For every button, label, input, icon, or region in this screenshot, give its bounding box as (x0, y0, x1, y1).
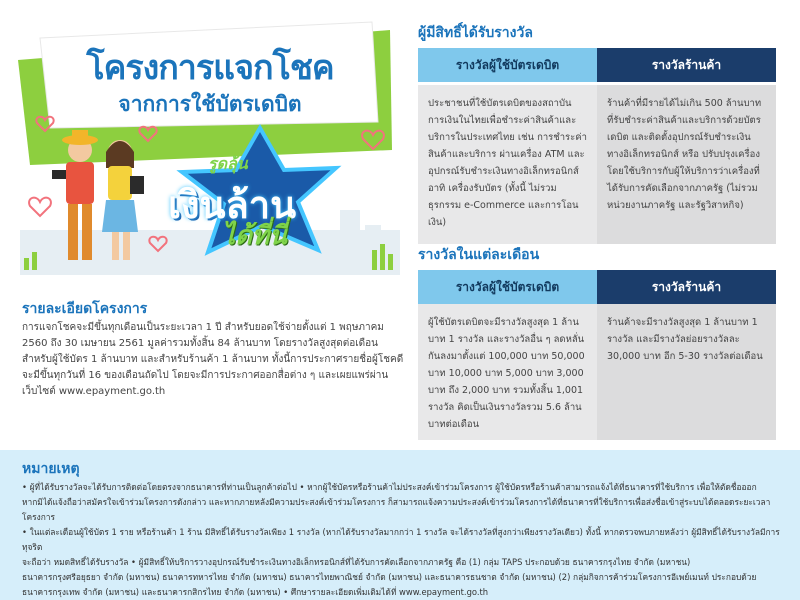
remarks-line: ธนาคารกรุงเทพ จำกัด (มหาชน) และธนาคารกสิกรไทย จำกัด (มหาชน) • ศึกษารายละเอียดเพิ่มเติมได้ที่ www.epayment.go.th (22, 587, 489, 597)
eligible-card-cell: ประชาชนที่ใช้บัตรเดบิตของสถาบันการเงินในไทยเพื่อชำระค่าสินค้าและบริการในประเทศไทย เช่น การชำระค่าสินค้าและบริการ ผ่านเครื่อง ATM และอุปกรณ์รับชำระเงินทางอิเล็กทรอนิกส์ อาทิ เครื่องรับบัตร (ทั้งนี้ ไม่รวมธุรกรรม e-Commerce และการโอนเงิน) (418, 85, 597, 244)
remarks-body (22, 480, 782, 600)
monthly-shop-cell: ร้านค้าจะมีรางวัลสูงสุด 1 ล้านบาท 1 รางวัล และมีรางวัลย่อยรางวัลละ 30,000 บาท อีก 5-30 รางวัลต่อเดือน (597, 304, 776, 440)
remarks-line: จะถือว่า หมดสิทธิ์ได้รับรางวัล • ผู้มีสิทธิ์ให้บริการวางอุปกรณ์รับชำระเงินทางอิเล็กทรอนิกส์ที่ได้รับการคัดเลือกจากภาครัฐ คือ (1) กลุ่ม TAPS ประกอบด้วย ธนาคารกรุงไทย จำกัด (มหาชน) (22, 557, 691, 567)
details-body: การแจกโชคจะมีขึ้นทุกเดือนเป็นระยะเวลา 1 ปี สำหรับยอดใช้จ่ายตั้งแต่ 1 พฤษภาคม 2560 ถึง 30 เมษายน 2561 มูลค่ารวมทั้งสิ้น 84 ล้านบาท โดยรางวัลสูงสุดต่อเดือนสำหรับผู้ใช้บัตร 1 ล้านบาท และสำหรับร้านค้า 1 ล้านบาท ทั้งนี้การประกาศรายชื่อผู้โชคดีจะมีขึ้นทุกวันที่ 16 ของเดือนถัดไป โดยจะมีการประกาศออกสื่อต่าง ๆ และเผยแพร่ผ่านเว็บไซต์ www.epayment.go.th (22, 322, 404, 397)
eligible-shop-cell: ร้านค้าที่มีรายได้ไม่เกิน 500 ล้านบาท ที่รับชำระค่าสินค้าและบริการด้วยบัตรเดบิต และติดตั้งอุปกรณ์รับชำระเงินทางอิเล็กทรอนิกส์ หรือ ปรับปรุงเครื่องโดยใช้บริการกับผู้ให้บริการว่าเครื่องที่ได้รับการคัดเลือกจากภาครัฐ (ไม่รวมหน่วยงานภาครัฐ และรัฐวิสาหกิจ) (597, 85, 776, 244)
remarks-line: ธนาคารกรุงศรีอยุธยา จำกัด (มหาชน) ธนาคารทหารไทย จำกัด (มหาชน) ธนาคารไทยพาณิชย์ จำกัด (มหาชน) และธนาคารธนชาต จำกัด (มหาชน) (2) กลุ่มกิจการค้าร่วมโครงการอีเพย์เมนท์ ประกอบด้วย (22, 572, 757, 582)
remarks-panel (0, 450, 800, 600)
monthly-card-header: รางวัลผู้ใช้บัตรเดบิต (418, 270, 597, 304)
eligible-table (418, 48, 776, 244)
eligible-card-header: รางวัลผู้ใช้บัตรเดบิต (418, 48, 597, 82)
monthly-card-cell: ผู้ใช้บัตรเดบิตจะมีรางวัลสูงสุด 1 ล้านบาท 1 รางวัล และรางวัลอื่น ๆ ลดหลั่นกันลงมาตั้งแต่ 100,000 บาท 50,000 บาท 10,000 บาท 5,000 บาท 3,000 บาท ถึง 2,000 บาท รวมทั้งสิ้น 1,001 รางวัล คิดเป็นเงินรางวัลรวม 5.6 ล้านบาทต่อเดือน (418, 304, 597, 440)
remarks-line: หากมิได้แจ้งถือว่าสมัครใจเข้าร่วมโครงการดังกล่าว และหากภายหลังมีความประสงค์เข้าร่วมโครงการ ก็สามารถแจ้งความประสงค์เข้าร่วมโครงการได้ที่ธนาคารที่ใช้บริการเพื่อส่งชื่อเข้าสู่ระบบได้ตลอดระยะเวลาโครงการ (22, 497, 771, 522)
hero-title: โครงการแจกโชค (86, 48, 334, 88)
details-heading: รายละเอียดโครงการ (22, 301, 148, 317)
hero-subtitle: จากการใช้บัตรเดบิต (118, 92, 302, 116)
heart-icon (29, 198, 51, 216)
eligible-heading: ผู้มีสิทธิ์ได้รับรางวัล (418, 25, 533, 41)
remarks-line: • ผู้ที่ได้รับรางวัลจะได้รับการติดต่อโดยตรงจากธนาคารที่ท่านเป็นลูกค้าต่อไป • หากผู้ใช้บัตรหรือร้านค้าไม่ประสงค์เข้าร่วมโครงการ ผู้ใช้บัตรหรือร้านค้าสามารถแจ้งได้ที่ธนาคารที่ใช้บริการ เพื่อให้ตัดชื่อออก (22, 482, 757, 492)
remarks-heading: หมายเหตุ (22, 461, 80, 477)
badge-text-bottom: ได้ที่นี่ (222, 221, 287, 251)
hero-banner (0, 0, 405, 290)
badge-text-top: รูดลุ้น (208, 154, 248, 173)
monthly-heading: รางวัลในแต่ละเดือน (418, 247, 540, 263)
remarks-line: • ในแต่ละเดือนผู้ใช้บัตร 1 ราย หรือร้านค้า 1 ร้าน มีสิทธิ์ได้รับรางวัลเพียง 1 รางวัล (หากได้รับรางวัลมากกว่า 1 รางวัล จะได้รางวัลที่สูงกว่าเพียงรางวัลเดียว) ทั้งนี้ หากตรวจพบภายหลังว่า ผู้มีสิทธิ์ได้รับรางวัลมีการทุจริต (22, 527, 780, 552)
eligible-shop-header: รางวัลร้านค้า (597, 48, 776, 82)
monthly-shop-header: รางวัลร้านค้า (597, 270, 776, 304)
monthly-table (418, 270, 776, 440)
badge-text-main: เงินล้าน (168, 183, 297, 227)
